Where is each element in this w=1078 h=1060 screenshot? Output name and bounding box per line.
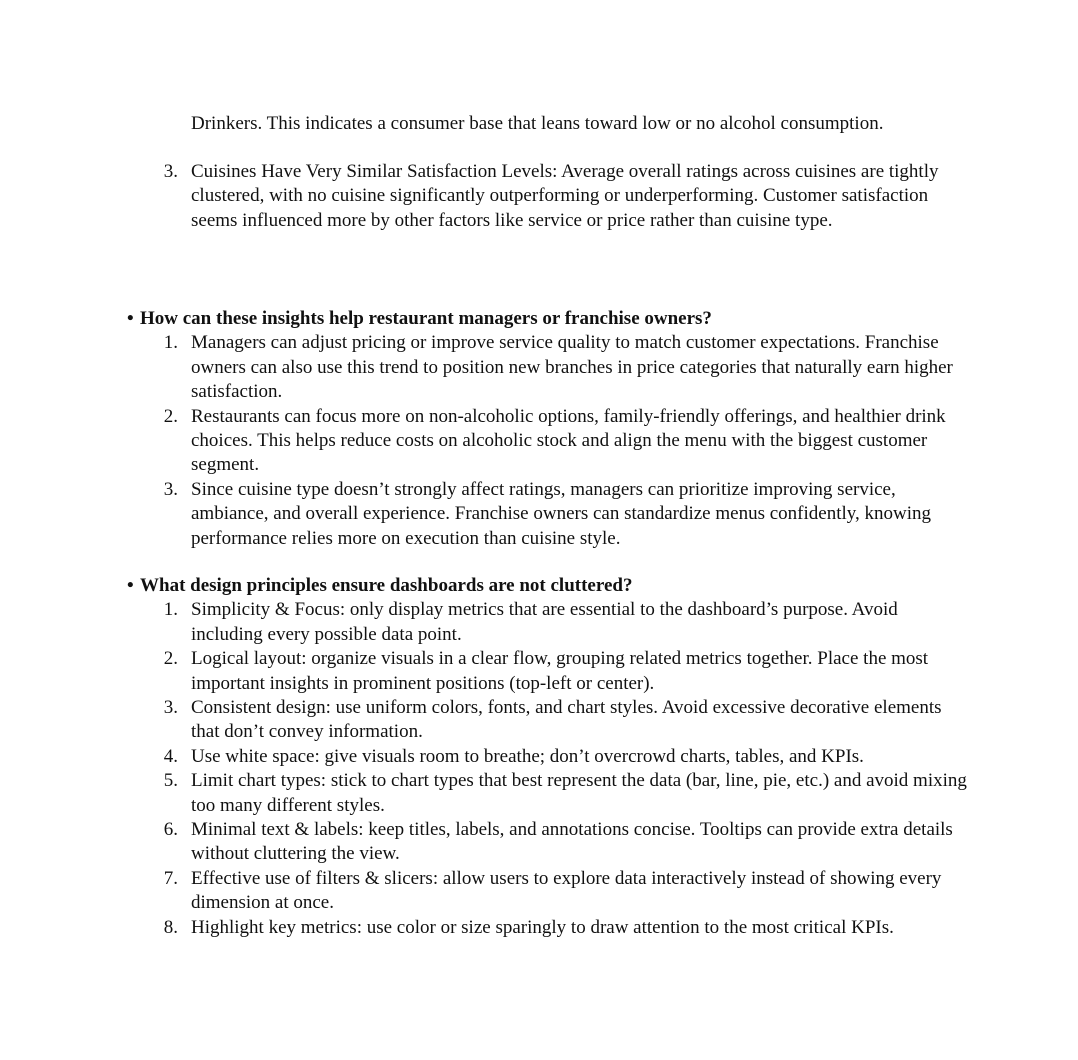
- list-item: [0, 478, 971, 551]
- question-heading: How can these insights help restaurant managers or franchise owners?: [140, 308, 712, 329]
- list-item: [0, 598, 971, 647]
- list-item-text: Limit chart types: stick to chart types that best represent the data (bar, line, pie, etc.) and avoid mixing too many different styles.: [191, 770, 967, 816]
- list-item-number: 8.: [163, 916, 178, 938]
- section-question: [0, 574, 1078, 598]
- insights-numbered-list: [0, 331, 1078, 551]
- list-item-number: 2.: [163, 648, 178, 670]
- list-item: [0, 405, 971, 478]
- list-item-text: Cuisines Have Very Similar Satisfaction Levels: Average overall ratings across cuisines are tightly clustered, with no cuisine significantly outperforming or underperforming. Customer satisfaction seems influenced more by other factors like service or price rather than cuisine type.: [191, 161, 939, 231]
- list-item: [0, 331, 971, 404]
- list-item-number: 1.: [163, 599, 178, 621]
- list-item-number: 3.: [163, 161, 178, 182]
- design-principles-section: [0, 574, 1078, 940]
- bullet-marker: •: [127, 308, 134, 329]
- list-item-text: Use white space: give visuals room to breathe; don’t overcrowd charts, tables, and KPIs.: [191, 745, 864, 767]
- list-item-text: Effective use of filters & slicers: allow users to explore data interactively instead of showing every dimension at once.: [191, 867, 942, 914]
- list-item-text: Restaurants can focus more on non-alcoholic options, family-friendly offerings, and healthier drink choices. This helps reduce costs on alcoholic stock and align the menu with the biggest customer segment.: [191, 405, 946, 476]
- previous-list-section: [0, 160, 1078, 233]
- list-item-text: Consistent design: use uniform colors, fonts, and chart styles. Avoid excessive decorative elements that don’t convey information.: [191, 697, 942, 743]
- list-item: [0, 160, 971, 233]
- list-item-number: 2.: [163, 405, 178, 427]
- list-item-text: Logical layout: organize visuals in a clear flow, grouping related metrics together. Place the most important insights in prominent positions (top-left or center).: [191, 648, 929, 694]
- list-item: [0, 745, 971, 769]
- list-item: [0, 916, 971, 940]
- list-item-text: Managers can adjust pricing or improve service quality to match customer expectations. Franchise owners can also use this trend to position new branches in price categories that naturally earn higher satisfaction.: [191, 332, 953, 403]
- previous-numbered-list: [0, 160, 1078, 233]
- list-item-number: 7.: [163, 867, 178, 889]
- list-item: [0, 818, 971, 867]
- list-item-number: 5.: [163, 770, 178, 792]
- list-item-number: 3.: [163, 697, 178, 719]
- list-item-number: 3.: [163, 478, 178, 500]
- list-item-number: 6.: [163, 819, 178, 841]
- list-item-text: Minimal text & labels: keep titles, labels, and annotations concise. Tooltips can provide extra details without cluttering the view.: [191, 819, 953, 865]
- question-heading: What design principles ensure dashboards are not cluttered?: [140, 575, 633, 596]
- list-item-number: 4.: [163, 745, 178, 767]
- continuation-paragraph: Drinkers. This indicates a consumer base that leans toward low or no alcohol consumption.: [191, 113, 884, 134]
- bullet-marker: •: [127, 575, 134, 596]
- list-item: [0, 647, 971, 696]
- list-item: [0, 769, 971, 818]
- list-item-text: Since cuisine type doesn’t strongly affect ratings, managers can prioritize improving service, ambiance, and overall experience. Franchise owners can standardize menus confidently, knowing performance relies more on execution than cuisine style.: [191, 478, 932, 549]
- design-numbered-list: [0, 598, 1078, 940]
- list-item-text: Simplicity & Focus: only display metrics that are essential to the dashboard’s purpose. Avoid including every possible data point.: [191, 599, 898, 645]
- insights-section: [0, 307, 1078, 551]
- list-item-number: 1.: [163, 332, 178, 354]
- list-item: [0, 867, 971, 916]
- section-question: [0, 307, 1078, 331]
- list-item: [0, 696, 971, 745]
- list-item-text: Highlight key metrics: use color or size sparingly to draw attention to the most critical KPIs.: [191, 916, 894, 938]
